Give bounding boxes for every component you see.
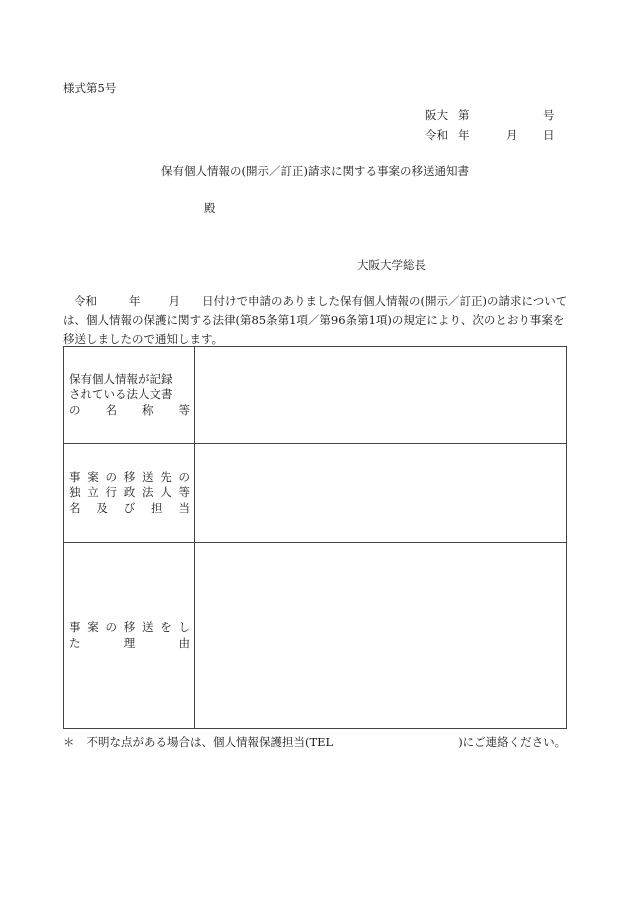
date-day: 日 (543, 128, 555, 142)
label-line (69, 620, 190, 636)
body-era: 令和 (74, 294, 97, 308)
label-char: 当 (178, 500, 190, 515)
transfer-reason-field[interactable] (195, 543, 567, 729)
label-char: び (123, 500, 136, 515)
transfer-destination-field[interactable] (195, 444, 567, 543)
date-line (425, 127, 555, 143)
label-transfer-reason (64, 543, 195, 729)
label-char: 移 (123, 469, 136, 484)
label-line (69, 372, 190, 388)
label-char: 等 (178, 402, 190, 417)
body-paragraph (63, 292, 571, 349)
label-char: 立 (87, 485, 99, 500)
table-row (64, 543, 567, 729)
document-title: 保有個人情報の(開示／訂正)請求に関する事案の移送通知書 (161, 164, 469, 178)
form-number: 様式第5号 (63, 81, 117, 95)
body-line-1-end: て (555, 294, 568, 308)
sender-name: 大阪大学総長 (357, 258, 426, 272)
label-char: 送 (142, 469, 154, 484)
label-char: 法 (142, 485, 154, 500)
label-char: 等 (178, 485, 190, 500)
label-char: 行 (105, 485, 117, 500)
body-line-3: 移送しましたので通知します。 (63, 332, 224, 346)
label-char: 送 (142, 620, 154, 634)
label-char: 案 (87, 469, 99, 484)
label-char: 理 (123, 635, 136, 650)
body-year: 年 (129, 294, 141, 308)
label-char: 独 (69, 485, 81, 500)
date-era: 令和 (425, 128, 448, 142)
date-year: 年 (458, 128, 470, 142)
label-char: 名 (105, 402, 117, 417)
reference-number-line (425, 107, 555, 123)
label-line (69, 501, 190, 517)
label-char: し (178, 620, 190, 634)
label-line (69, 470, 190, 486)
ref-prefix: 阪大 (425, 108, 448, 122)
label-char: 事 (69, 620, 81, 634)
label-char: の (105, 620, 117, 634)
label-transfer-destination (64, 444, 195, 543)
label-char: 移 (123, 620, 136, 634)
footnote-end: )にご連絡ください。 (458, 735, 567, 749)
label-char: 担 (151, 500, 163, 515)
body-line-2: は、個人情報の保護に関する法律(第85条第1項／第96条第1項)の規定により、次のとおり事案を (63, 313, 565, 327)
label-char: の (178, 469, 190, 484)
label-line (69, 403, 190, 419)
ref-dai: 第 (458, 108, 470, 122)
label-char: 及 (96, 500, 108, 515)
label-char: 人 (160, 485, 172, 500)
footnote-mark: ＊ (63, 735, 75, 749)
ref-go: 号 (543, 108, 555, 122)
label-char: 名 (69, 500, 81, 515)
label-char: 案 (87, 620, 99, 634)
label-line (69, 485, 190, 501)
label-text: 保有個人情報が記録 (69, 371, 173, 386)
label-line (69, 387, 190, 403)
label-char: の (69, 402, 81, 417)
footnote (63, 734, 566, 750)
label-char: 先 (160, 469, 172, 484)
date-month: 月 (506, 128, 518, 142)
transfer-details-table (63, 346, 567, 729)
label-text: されている法人文書 (69, 387, 173, 402)
label-char: 由 (178, 635, 190, 650)
addressee-suffix: 殿 (204, 201, 216, 215)
table-row (64, 444, 567, 543)
body-line-1 (63, 292, 571, 311)
label-char: を (160, 620, 172, 634)
document-name-field[interactable] (195, 347, 567, 444)
label-char: 政 (123, 485, 136, 500)
label-char: た (69, 635, 81, 650)
label-char: 称 (142, 402, 154, 417)
label-line (69, 636, 190, 652)
body-line-1-text: 日付けで申請のありました保有個人情報の(開示／訂正)の請求につい (202, 294, 556, 308)
table-row (64, 347, 567, 444)
label-char: 事 (69, 469, 81, 484)
footnote-text: 不明な点がある場合は、個人情報保護担当(TEL (86, 735, 334, 749)
label-document-name (64, 347, 195, 444)
body-month: 月 (168, 294, 180, 308)
label-char: の (105, 469, 117, 484)
